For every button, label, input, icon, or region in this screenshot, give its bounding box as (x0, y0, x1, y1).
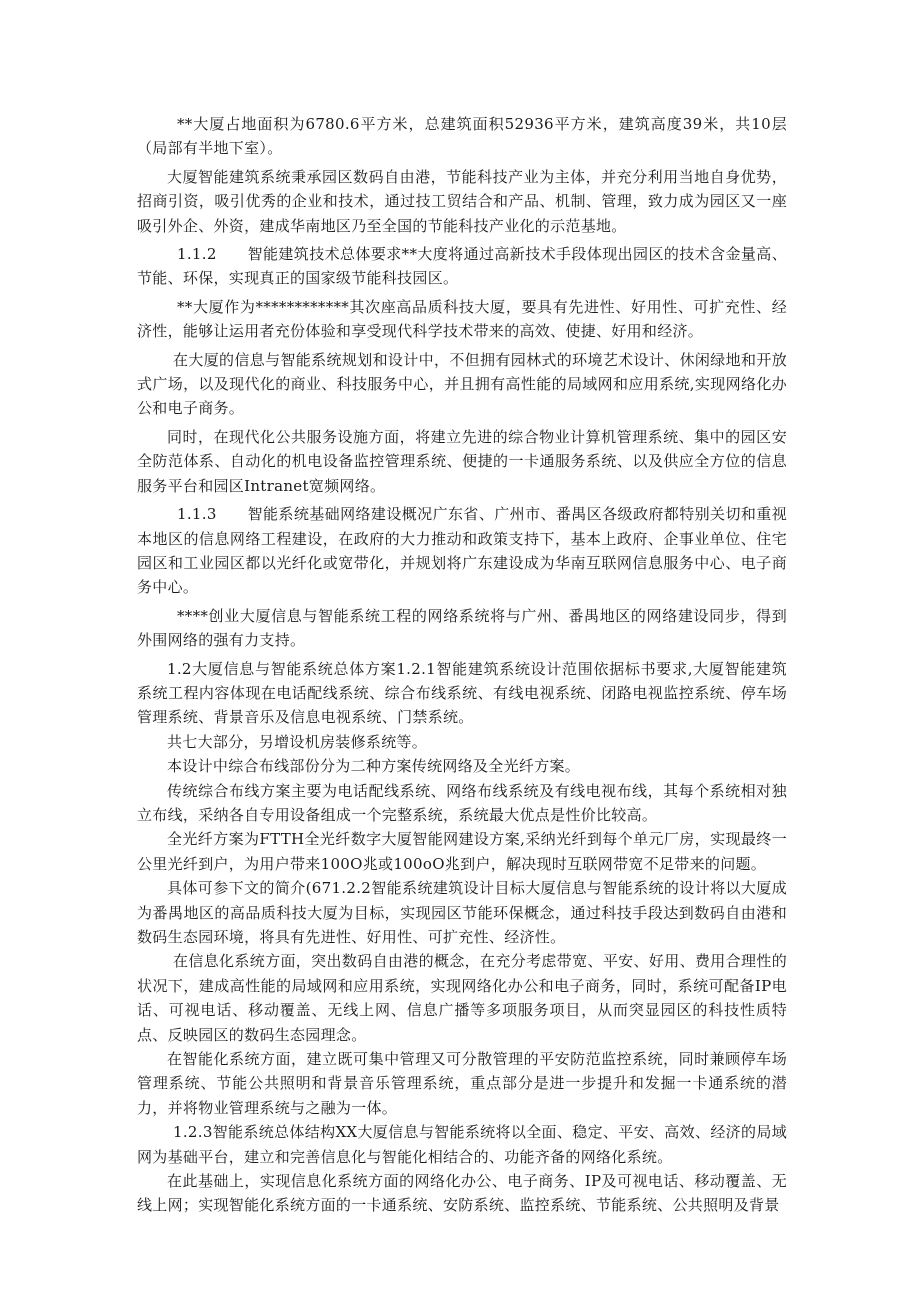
paragraph-two-schemes: 本设计中综合布线部份分为二种方案传统网络及全光纤方案。 (167, 757, 581, 776)
paragraph-seven-parts: 共七大部分，另增设机房装修系统等。 (167, 732, 428, 751)
paragraph-section-1-2: 1.2大厦信息与智能系统总体方案1.2.1智能建筑系统设计范围依据标书要求,大厦智能建筑系统工程内容体现在电话配线系统、综合布线系统、有线电视系统、闭路电视监控系统、停车场管理系统、背景音乐及信息电视系统、门禁系统。 (137, 659, 787, 727)
paragraph-public-services: 同时，在现代化公共服务设施方面，将建立先进的综合物业计算机管理系统、集中的园区安全防范体系、自动化的机电设备监控管理系统、便捷的一卡通服务系统、以及供应全方位的信息服务平台和园区Intranet宽频网络。 (137, 427, 787, 495)
paragraph-planning-design: 在大厦的信息与智能系统规划和设计中，不但拥有园林式的环境艺术设计、休闲绿地和开放式广场，以及现代化的商业、科技服务中心，并且拥有高性能的局域网和应用系统,实现网络化办公和电子商务。 (137, 350, 787, 418)
paragraph-high-quality-building: **大厦作为************其次座高品质科技大厦，要具有先进性、好用性、可扩充性、经济性，能够让运用者充份体验和享受现代科学技术带来的高效、使捷、好用和经济。 (137, 297, 787, 341)
paragraph-network-sync: ****创业大厦信息与智能系统工程的网络系统将与广州、番禺地区的网络建设同步，得到外围网络的强有力支持。 (137, 606, 787, 650)
paragraph-foundation: 在此基础上，实现信息化系统方面的网络化办公、电子商务、IP及可视电话、移动覆盖、无线上网；实现智能化系统方面的一卡通系统、安防系统、监控系统、节能系统、公共照明及背景 (137, 1172, 787, 1215)
paragraph-section-1-1-3: 1.1.3 智能系统基础网络建设概况广东省、广州市、番禺区各级政府都特别关切和重视本地区的信息网络工程建设，在政府的大力推动和政策支持下，基本上政府、企事业单位、住宅园区和工业园区都以光纤化或宽带化，并规划将广东建设成为华南互联网信息服务中心、电子商务中心。 (137, 505, 787, 597)
paragraph-intelligent-systems: 在智能化系统方面，建立既可集中管理又可分散管理的平安防范监控系统，同时兼顾停车场管理系统、节能公共照明和背景音乐管理系统，重点部分是进一步提升和发掘一卡通系统的潜力，并将物业管理系统与之融为一体。 (137, 1050, 787, 1117)
paragraph-system-vision: 大厦智能建筑系统秉承园区数码自由港，节能科技产业为主体，并充分利用当地自身优势，招商引资，吸引优秀的企业和技术，通过技工贸结合和产品、机制、管理，致力成为园区又一座吸引外企、外资，建成华南地区乃至全国的节能科技产业化的示范基地。 (137, 167, 787, 235)
paragraph-section-1-2-3: 1.2.3智能系统总体结构XX大厦信息与智能系统将以全面、稳定、平安、高效、经济的局域网为基础平台，建立和完善信息化与智能化相结合的、功能齐备的网络化系统。 (137, 1123, 787, 1166)
paragraph-informatization: 在信息化系统方面，突出数码自由港的概念，在充分考虑带宽、平安、好用、费用合理性的状况下，建成高性能的局域网和应用系统，实现网络化办公和电子商务，同时，系统可配备IP电话、可视电话、移动覆盖、无线上网、信息广播等多项服务项目，从而突显园区的科技性质特点、反映园区的数码生态园理念。 (137, 952, 787, 1044)
document-body (137, 112, 787, 1218)
paragraph-section-1-2-2: 具体可参下文的简介(671.2.2智能系统建筑设计目标大厦信息与智能系统的设计将以大厦成为番禺地区的高品质科技大厦为目标，实现园区节能环保概念，通过科技手段达到数码自由港和数码生态园环境，将具有先进性、好用性、可扩充性、经济性。 (137, 879, 787, 946)
paragraph-section-1-1-2: 1.1.2 智能建筑技术总体要求**大度将通过高新技术手段体现出园区的技术含金量高、节能、环保，实现真正的国家级节能科技园区。 (137, 245, 787, 288)
paragraph-traditional-cabling: 传统综合布线方案主要为电话配线系统、网络布线系统及有线电视布线，其每个系统相对独立布线，采纳各自专用设备组成一个完整系统，系统最大优点是性价比较高。 (137, 781, 787, 824)
paragraph-ftth-scheme: 全光纤方案为FTTH全光纤数字大厦智能网建设方案,采纳光纤到每个单元厂房，实现最终一公里光纤到户，为用户带来100O兆或100oO兆到户，解决现时互联网带宽不足带来的问题。 (137, 830, 787, 873)
paragraph-building-area: **大厦占地面积为6780.6平方米，总建筑面积52936平方米，建筑高度39米，共10层（局部有半地下室）。 (137, 115, 787, 158)
